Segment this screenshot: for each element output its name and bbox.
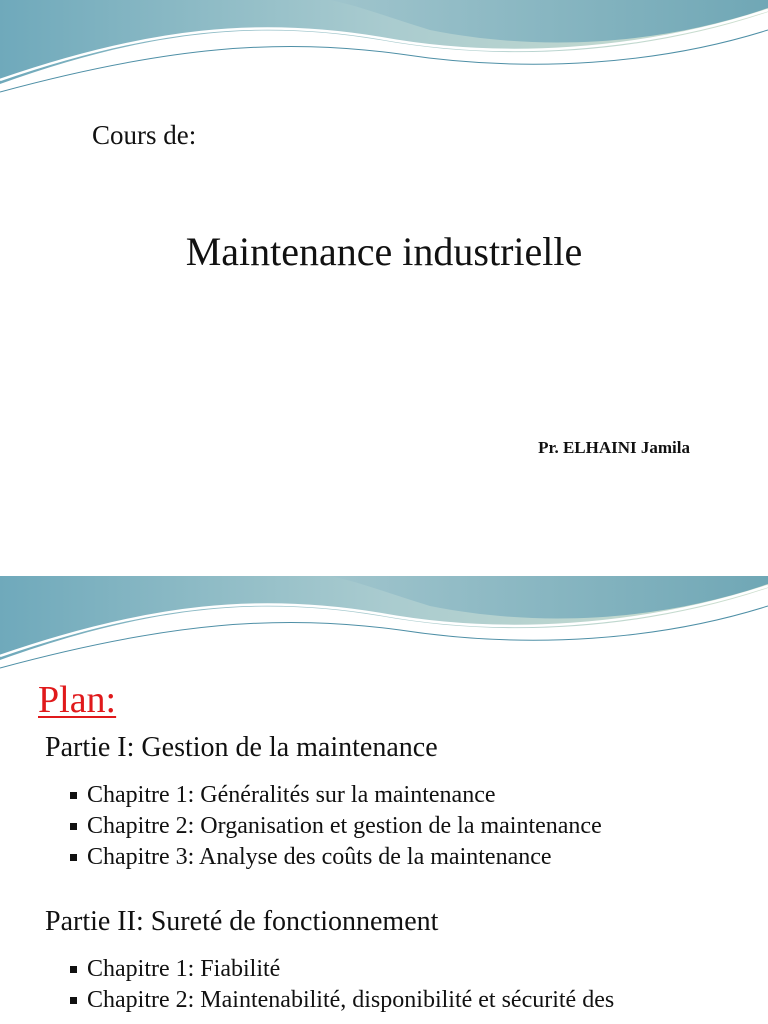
chapter-list xyxy=(68,954,614,1016)
part-title: Partie II: Sureté de fonctionnement xyxy=(45,906,439,937)
square-bullet-icon xyxy=(70,792,77,799)
decorative-wave-header xyxy=(0,0,768,100)
course-title: Maintenance industrielle xyxy=(185,229,583,274)
chapter-label: Chapitre 1: Généralités sur la maintenance xyxy=(87,782,496,808)
slide-gap xyxy=(0,556,768,576)
square-bullet-icon xyxy=(70,966,77,973)
decorative-wave-header xyxy=(0,576,768,676)
plan-slide xyxy=(0,576,768,1024)
chapter-label: Chapitre 3: Analyse des coûts de la maintenance xyxy=(87,844,552,870)
course-subtitle: Cours de: xyxy=(92,120,197,150)
chapter-item xyxy=(68,780,602,811)
chapter-list xyxy=(68,780,602,873)
chapter-item xyxy=(68,811,602,842)
chapter-item xyxy=(68,985,614,1016)
square-bullet-icon xyxy=(70,854,77,861)
chapter-label: Chapitre 2: Organisation et gestion de la maintenance xyxy=(87,813,602,839)
square-bullet-icon xyxy=(70,823,77,830)
part-title: Partie I: Gestion de la maintenance xyxy=(45,732,438,763)
plan-heading: Plan: xyxy=(38,679,117,721)
author-name: Pr. ELHAINI Jamila xyxy=(538,438,690,457)
chapter-label: Chapitre 1: Fiabilité xyxy=(87,956,281,982)
chapter-item xyxy=(68,954,614,985)
square-bullet-icon xyxy=(70,997,77,1004)
chapter-label: Chapitre 2: Maintenabilité, disponibilité et sécurité des xyxy=(87,987,615,1013)
chapter-item xyxy=(68,842,602,873)
